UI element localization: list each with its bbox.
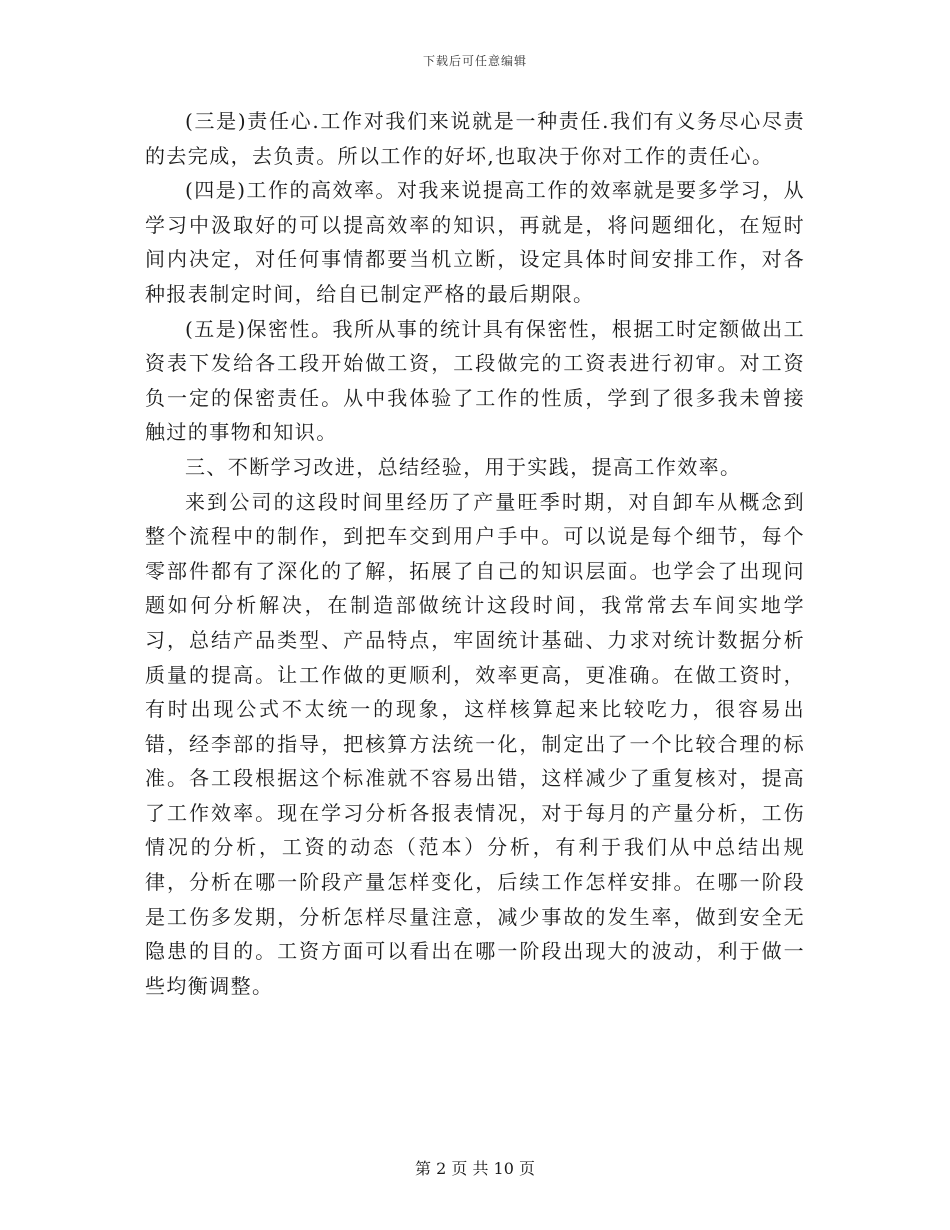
section-heading-learning: 三、不断学习改进，总结经验，用于实践，提高工作效率。 (185, 454, 742, 479)
paragraph-efficiency: (四是)工作的高效率。对我来说提高工作的效率就是要多学习，从学习中汲取好的可以提高效率的知识，再就是，将问题细化，在短时间内决定，对任何事情都要当机立断，设定具体时间安排工作，对各种报表制定时间，给自已制定严格的最后期限。 (145, 178, 805, 306)
paragraph-responsibility: (三是)责任心.工作对我们来说就是一种责任.我们有义务尽心尽责的去完成，去负责。所以工作的好坏,也取决于你对工作的责任心。 (145, 109, 805, 168)
paragraph-experience: 来到公司的这段时间里经历了产量旺季时期，对自卸车从概念到整个流程中的制作，到把车交到用户手中。可以说是每个细节，每个零部件都有了深化的了解，拓展了自己的知识层面。也学会了出现问题如何分析解决，在制造部做统计这段时间，我常常去车间实地学习，总结产品类型、产品特点，牢固统计基础、力求对统计数据分析质量的提高。让工作做的更顺利，效率更高，更准确。在做工资时，有时出现公式不太统一的现象，这样核算起来比较吃力，很容易出错，经李部的指导，把核算方法统一化，制定出了一个比较合理的标准。各工段根据这个标准就不容易出错，这样减少了重复核对，提高了工作效率。现在学习分析各报表情况，对于每月的产量分析，工伤情况的分析，工资的动态（范本）分析，有利于我们从中总结出规律，分析在哪一阶段产量怎样变化，后续工作怎样安排。在哪一阶段是工伤多发期，分析怎样尽量注意，减少事故的发生率，做到安全无隐患的目的。工资方面可以看出在哪一阶段出现大的波动，利于做一些均衡调整。 (145, 489, 805, 998)
page-number: 第 2 页 共 10 页 (415, 1159, 535, 1178)
page-header-note: 下载后可任意编辑 (422, 54, 527, 68)
document-body (145, 104, 805, 1003)
paragraph-confidentiality: (五是)保密性。我所从事的统计具有保密性，根据工时定额做出工资表下发给各工段开始做工资，工段做完的工资表进行初审。对工资负一定的保密责任。从中我体验了工作的性质，学到了很多我未曾接触过的事物和知识。 (145, 316, 805, 445)
